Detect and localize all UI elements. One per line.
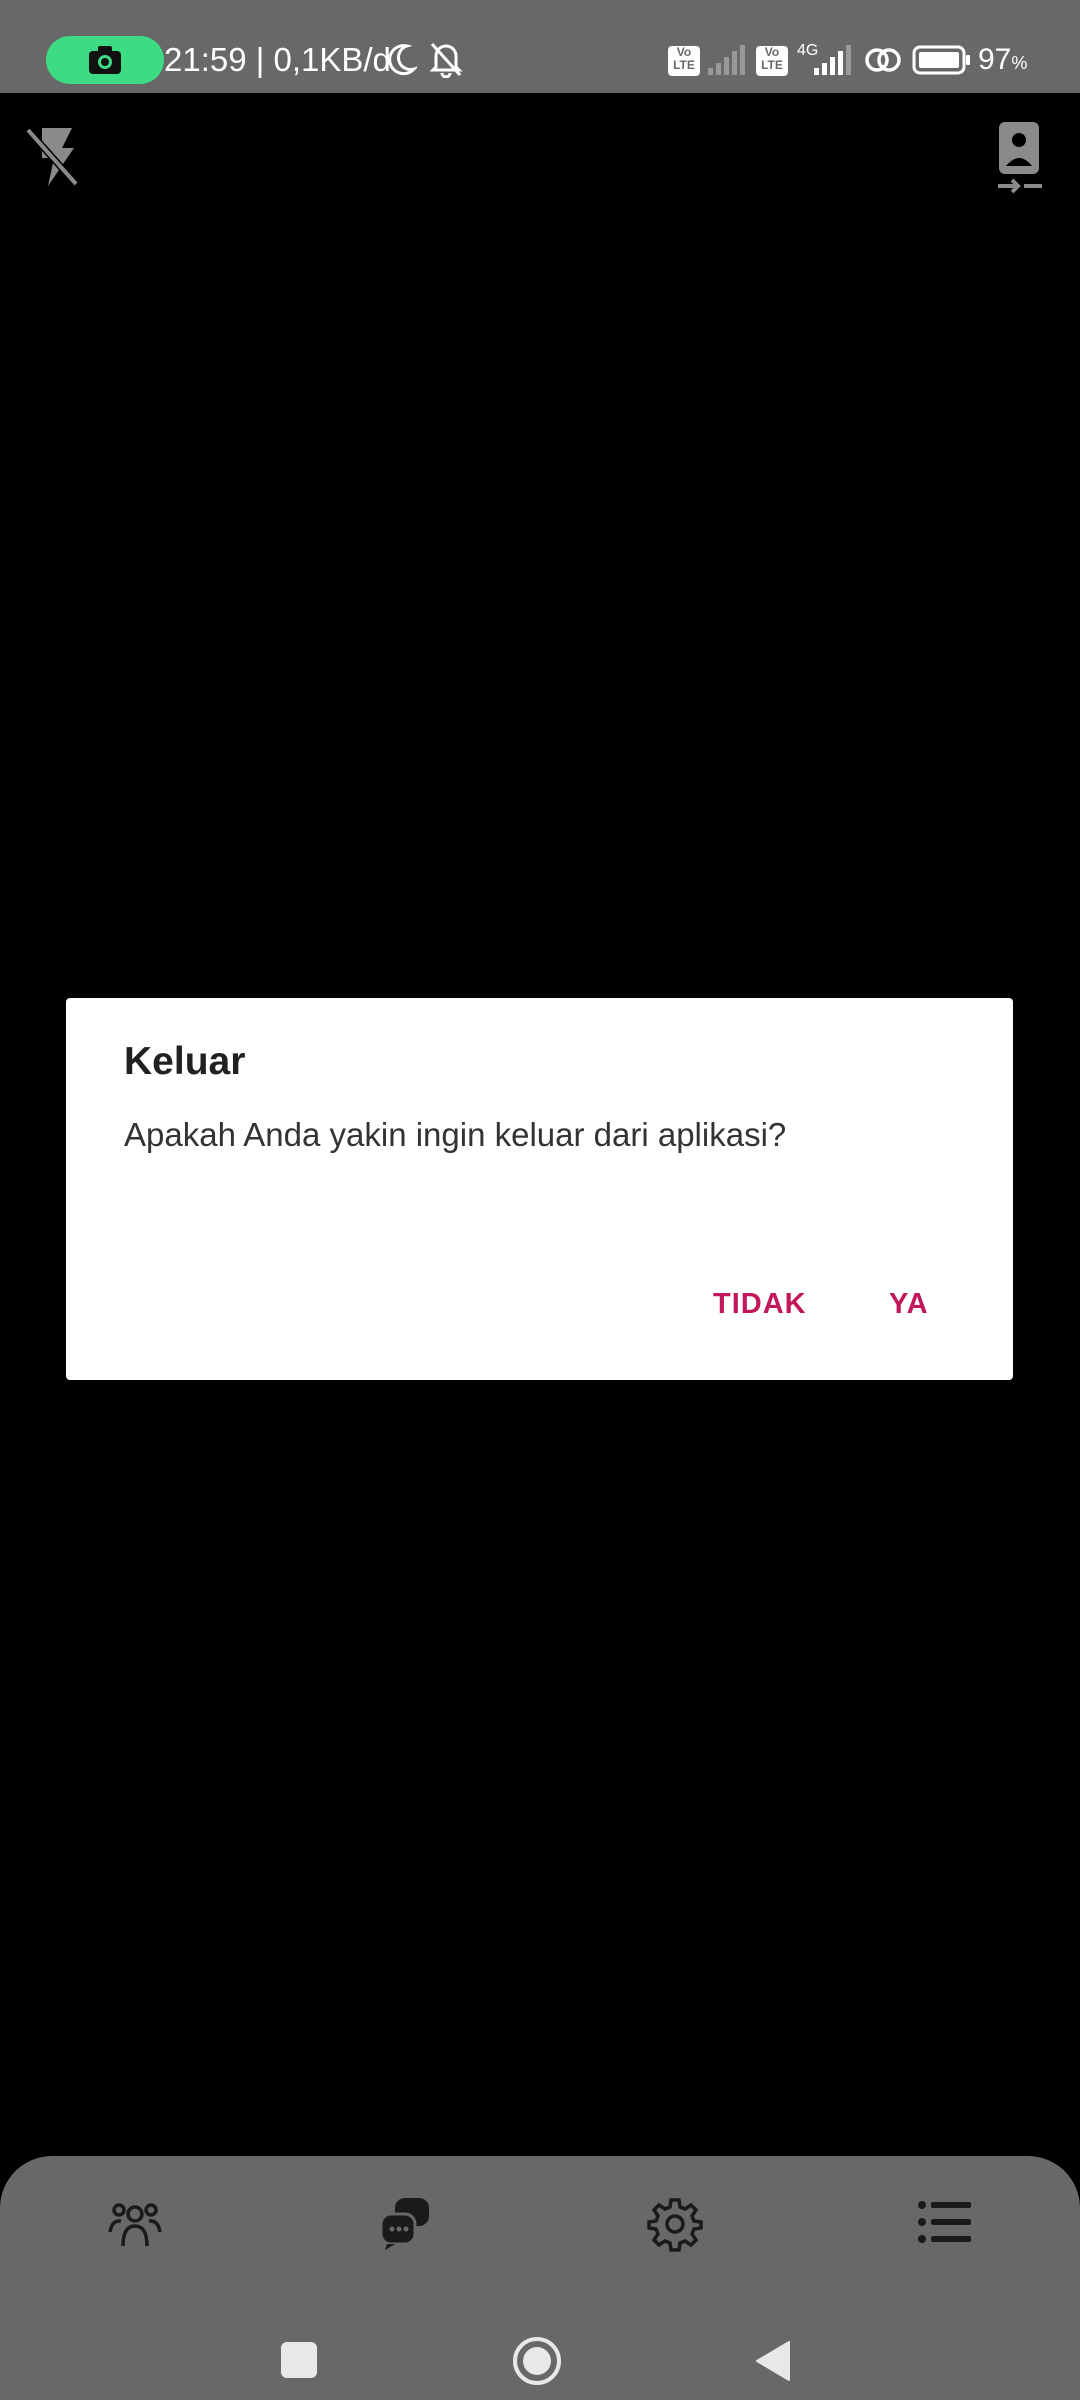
- camera-icon: [88, 45, 122, 75]
- exit-dialog: [66, 998, 1013, 1380]
- home-button[interactable]: [512, 2336, 562, 2386]
- battery-icon: [912, 44, 972, 76]
- cancel-button[interactable]: TIDAK: [713, 1288, 807, 1320]
- signal-2-icon: [812, 44, 854, 76]
- status-bar: [0, 0, 1080, 93]
- volte-2-icon: Vo LTE: [756, 46, 788, 76]
- link-icon: [864, 44, 902, 76]
- back-button[interactable]: [755, 2340, 791, 2382]
- bottom-navigation: [0, 2156, 1080, 2400]
- people-icon[interactable]: [107, 2196, 163, 2252]
- flash-off-icon[interactable]: [24, 124, 84, 190]
- volte-1-icon: Vo LTE: [668, 46, 700, 76]
- battery-percent: 97%: [978, 43, 1028, 76]
- time-and-speed: 21:59 | 0,1KB/d: [164, 41, 391, 78]
- network-type: 4G: [797, 42, 819, 59]
- signal-1-icon: [706, 44, 748, 76]
- dialog-title: Keluar: [124, 1040, 246, 1083]
- dnd-moon-icon: [387, 43, 417, 77]
- dialog-message: Apakah Anda yakin ingin keluar dari aplikasi?: [124, 1116, 787, 1153]
- chat-bubbles-icon[interactable]: [377, 2194, 433, 2250]
- switch-camera-icon[interactable]: [996, 120, 1046, 196]
- bell-off-icon: [428, 40, 464, 78]
- screen-recording-indicator[interactable]: [46, 36, 164, 84]
- settings-gear-icon[interactable]: [647, 2196, 703, 2252]
- recents-button[interactable]: [281, 2342, 317, 2378]
- confirm-button[interactable]: YA: [889, 1288, 929, 1320]
- list-menu-icon[interactable]: [917, 2200, 973, 2244]
